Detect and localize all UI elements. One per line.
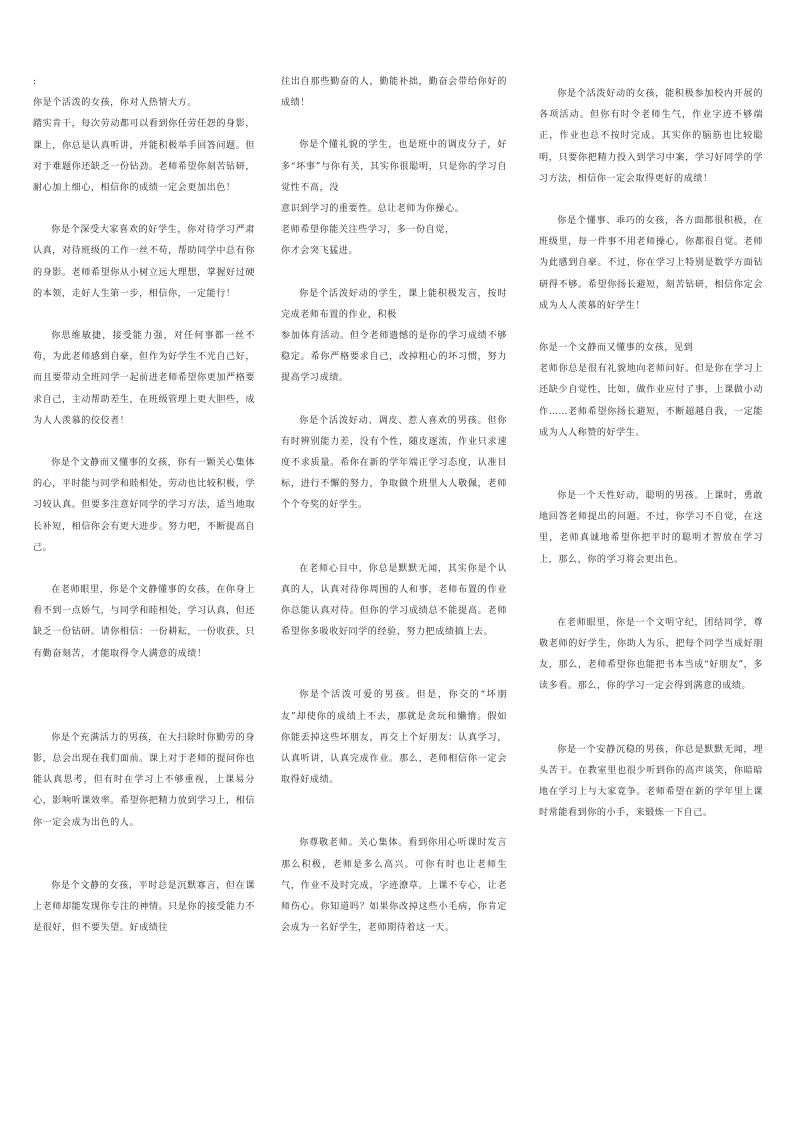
paragraph-gap <box>539 571 763 613</box>
paragraph: 踏实肯干，每次劳动都可以看到你任劳任怨的身影，课上，你总是认真听讲，并能积极举手回答问题。但对于难题你还缺乏一份钻劲。老师希望你刻苦钻研，耐心加上细心，相信你的成绩一定会更加出色！ <box>33 119 255 194</box>
paragraph: 往出自那些勤奋的人，勤能补拙，勤奋会带给你好的成绩！ <box>281 77 507 109</box>
paragraph-gap <box>539 444 763 486</box>
paragraph-gap <box>33 559 255 580</box>
paragraph: 你是个文静的女孩，平时总是沉默寡言，但在课上老师却能发现你专注的神情。只是你的接受能力不是很好，但不要失望。好成绩往 <box>33 880 255 934</box>
paragraph: 你是个文静而又懂事的女孩，你有一颗关心集体的心，平时能与同学和睦相处，劳动也比较积极，学习较认真。但要多注意好同学的学习方法，适当地取长补短，相信你会有更大进步。努力吧，不断提高自己。 <box>33 458 255 553</box>
paragraph: 你是一个安静沉稳的男孩，你总是默默无闻，埋头苦干。在教室里也很少听到你的高声谈笑，你暗暗地在学习上与大家竟争。老师希望在新的学年里上课时常能看到你的小手，来锻炼一下自己。 <box>539 744 763 819</box>
paragraph: 在老师心目中，你总是默默无闻，其实你是个认真的人，认真对待你周围的人和事，老师布置的作业你总能认真对待。但你的学习成绩总不能提高。老师希望你多吸收好同学的经验，努力把成绩搞上去。 <box>281 563 507 638</box>
paragraph: 你是个活泼好动的学生，课上能积极发言，按时完成老师布置的作业，积极 <box>281 288 507 320</box>
paragraph-gap <box>33 834 255 876</box>
paragraph: 在老师眼里，你是个文静懂事的女孩，在你身上看不到一点娇气，与同学和睦相处，学习认真，但还缺乏一份钻研。请你相信：一份耕耘，一份收获，只有勤奋刻苦，才能取得令人满意的成绩！ <box>33 585 255 659</box>
text-column-middle <box>255 72 507 940</box>
text-column-right <box>507 72 763 824</box>
lead-marker: : <box>33 77 37 87</box>
paragraph: 你是一个文静而又懂事的女孩，见到 <box>539 343 694 354</box>
paragraph-gap <box>281 114 507 135</box>
paragraph-gap <box>539 190 763 211</box>
paragraph: 你尊敬老师。关心集体。看到你用心听课时发言那么积极，老师是多么高兴。可你有时也让老师生气，作业不及时完成，字迹潦草。上课不专心，让老师伤心。你知道吗？如果你改掉这些小毛病，你肯定会成为一名好学生，老师期待着这一天。 <box>281 838 507 934</box>
text-column-left <box>33 72 255 940</box>
paragraph: 你是个充满活力的男孩，在大扫除时你勤劳的身影，总会出现在我们面前。课上对于老师的提问你也能认真思考，但有时在学习上不够重视，上课易分心，影响听课效率。希望你把精力放到学习上，相信你一定会成为出色的人。 <box>33 732 255 828</box>
paragraph: 你是个懂事、乖巧的女孩，各方面都很积极，在班级里，每一件事不用老师操心，你都很自觉。老师为此感到自豪。不过，你在学习上特别是数学方面钻研得不够。希望你扬长避短，刻苦钻研，相信你定会成为人人羡慕的好学生！ <box>539 216 763 311</box>
column-top-offset <box>539 72 763 84</box>
paragraph: 参加体育活动。但令老师遗憾的是你的学习成绩不够稳定。希你严格要求自己，改掉粗心的坏习惯，努力提高学习成绩。 <box>281 331 507 384</box>
three-column-text-body <box>33 72 763 940</box>
paragraph: 在老师眼里，你是一个文明守纪，团结同学，尊敬老师的好学生，你助人为乐，把每个同学当成好朋友，那么，老师希望你也能把书本当成“好朋友”，多读多看。那么，你的学习一定会得到满意的成绩。 <box>539 617 763 692</box>
paragraph: 你是个活泼的女孩，你对人热情大方。 <box>33 98 197 109</box>
paragraph: 你是个活泼可爱的男孩。但是，你交的“坏朋友”却使你的成绩上不去，那就是贪玩和懒惰。假如你能丢掉这些坏朋友，再交上个好朋友：认真学习，认真听讲，认真完成作业。那么，老师相信你一定会取得好成绩。 <box>281 690 507 786</box>
paragraph-gap <box>281 791 507 833</box>
paragraph-gap <box>33 305 255 326</box>
paragraph-gap <box>281 263 507 284</box>
paragraph: 你才会突飞猛进。 <box>281 246 359 257</box>
paragraph-gap <box>281 643 507 685</box>
paragraph-gap <box>281 517 507 559</box>
paragraph: 你是个活泼好动、调皮、惹人喜欢的男孩。但你有时辨别能力差，没有个性，随皮逐流，作业只求速度不求质量。希你在新的学年端正学习态度，认准目标，进行不懈的努力，争取做个班里人人敬佩，老师个个夸奖的好学生。 <box>281 415 507 511</box>
paragraph-gap <box>33 432 255 453</box>
paragraph-gap <box>33 665 255 728</box>
paragraph: 你是一个天性好动，聪明的男孩。上课时，勇敢地回答老师提出的问题。不过，你学习不自觉，在这里，老师真诚地希望你把平时的聪明才智放在学习上，那么，你的学习将会更出色。 <box>539 491 763 565</box>
paragraph: 你是个活泼好动的女孩，能积极参加校内开展的各项活动。但你有时令老师生气，作业字迹不够端正，作业也总不按时完成。其实你的脑筋也比较聪明，只要你把精力投入到学习中案，学习好同学的学习方法，相信你一定会取得更好的成绩！ <box>539 89 763 184</box>
paragraph-gap <box>33 199 255 220</box>
paragraph-gap <box>281 390 507 411</box>
paragraph: 你思维敏捷，接受能力强，对任何事都一丝不苟，为此老师感到自豪，但作为好学生不光自己好，而且要带动全班同学一起前进老师希望你更加严格要求自己，主动帮助差生，在班级管理上更大胆些，成为人人羡慕的佼佼者！ <box>33 331 255 426</box>
paragraph: 老师你总是很有礼貌地向老师问好。但是你在学习上还缺少自觉性，比如，做作业应付了事，上课做小动作……老师希望你扬长避短，不断超越自我，一定能成为人人称赞的好学生。 <box>539 364 763 438</box>
paragraph: 你是个深受大家喜欢的好学生，你对待学习严肃认真，对待班级的工作一丝不苟，帮助同学中总有你的身影。老师希望你从小树立远大理想，掌握好过硬的本领，走好人生第一步，相信你，一定能行！ <box>33 225 255 299</box>
paragraph: 意识到学习的重要性。总让老师为你操心。 <box>281 204 465 215</box>
paragraph-gap <box>539 698 763 740</box>
paragraph: 你是个懂礼貌的学生，也是班中的调皮分子，好多“坏事”与你有关，其实你很聪明，只是你的学习自觉性不高，没 <box>281 140 507 193</box>
paragraph: 老师希望你能关注些学习，多一份自觉， <box>281 225 455 236</box>
paragraph-gap <box>539 317 763 338</box>
